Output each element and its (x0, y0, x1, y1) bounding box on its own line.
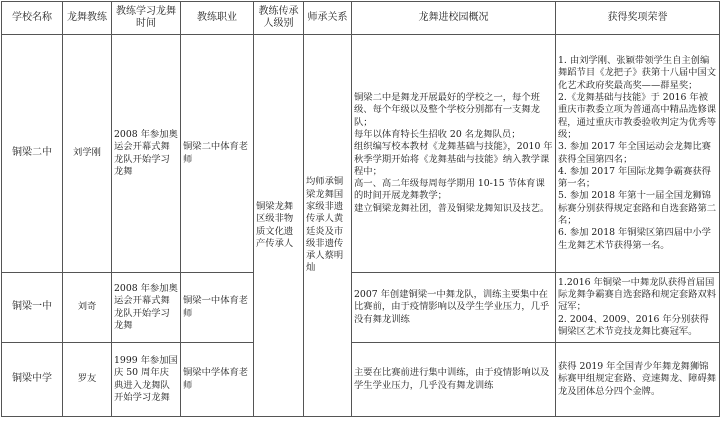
table-row (2, 343, 720, 417)
overview-cell: 铜梁二中是舞龙开展最好的学校之一，每个班级、每个年级以及整个学校分别都有一支舞龙队； 每年以体育特长生招收 20 名龙舞队员； 组织编写校本教材《龙舞基础与技能》，2010 年秋季学期开始将《龙舞基础与技能》纳入教学课程中； 高一、高二年级每周每学期用 10-15 节体育课的时间开展龙舞教学； 建立铜梁龙舞社团，普及铜梁龙舞知识及技艺。 (352, 35, 556, 273)
job-cell: 铜梁中学体育老师 (181, 343, 254, 417)
header-mentor: 师承关系 (304, 2, 352, 35)
header-overview: 龙舞进校园概况 (352, 2, 556, 35)
header-row (2, 2, 720, 35)
school-cell: 铜梁一中 (2, 273, 63, 343)
overview-cell: 2007 年创建铜梁一中舞龙队，训练主要集中在比赛前，由于疫情影响以及学生学业压力，几乎没有舞龙训练 (352, 273, 556, 343)
awards-cell: 1. 由刘学刚、张颖带领学生自主创编舞蹈节目《龙把子》获第十八届中国文化艺术政府奖最高奖——群星奖； 2.《龙舞基础与技能》于 2016 年被重庆市教委立项为普通高中精品选修课程，通过重庆市教委验收判定为优秀等级； 3. 参加 2017 年全国运动会龙舞比赛获得全国第四名； 4. 参加 2017 年国际龙舞争霸赛获得第一名； 5. 参加 2018 年第十一届全国龙狮锦标赛分别获得规定套路和自选套路第二名； 6. 参加 2018 年铜梁区第四届中小学生龙舞艺术节获得第一名。 (556, 35, 720, 273)
school-cell: 铜梁二中 (2, 35, 63, 273)
job-cell: 铜梁二中体育老师 (181, 35, 254, 273)
header-coach: 龙舞教练 (63, 2, 112, 35)
inherit-level-cell: 铜梁龙舞区级非物质文化遗产传承人 (254, 35, 304, 417)
school-cell: 铜梁中学 (2, 343, 63, 417)
table-row (2, 35, 720, 273)
awards-cell: 1.2016 年铜梁一中舞龙队获得首届国际龙舞争霸赛自选套路和规定套路双料冠军； 2. 2004、2009、2016 年分别获得铜梁区艺术节竞技龙舞比赛冠军。 (556, 273, 720, 343)
header-inherit-level: 教练传承人级别 (254, 2, 304, 35)
table-row (2, 273, 720, 343)
coach-cell: 刘奇 (63, 273, 112, 343)
coach-cell: 刘学刚 (63, 35, 112, 273)
learn-time-cell: 1999 年参加国庆 50 周年庆典进入龙舞队开始学习龙舞 (112, 343, 181, 417)
header-awards: 获得奖项荣誉 (556, 2, 720, 35)
header-school: 学校名称 (2, 2, 63, 35)
header-learn-time: 教练学习龙舞时间 (112, 2, 181, 35)
overview-cell: 主要在比赛前进行集中训练，由于疫情影响以及学生学业压力，几乎没有舞龙训练 (352, 343, 556, 417)
learn-time-cell: 2008 年参加奥运会开幕式舞龙队开始学习龙舞 (112, 35, 181, 273)
job-cell: 铜梁一中体育老师 (181, 273, 254, 343)
coach-info-table (1, 1, 720, 417)
learn-time-cell: 2008 年参加奥运会开幕式舞龙队开始学习龙舞 (112, 273, 181, 343)
coach-cell: 罗友 (63, 343, 112, 417)
header-job: 教练职业 (181, 2, 254, 35)
mentor-cell: 均师承铜梁龙舞国家级非遗传承人黄廷炎及市级非遗传承人蔡明灿 (304, 35, 352, 417)
awards-cell: 获得 2019 年全国青少年舞龙舞狮锦标赛甲组规定套路、竞速舞龙、障碍舞龙及团体总分四个金牌。 (556, 343, 720, 417)
